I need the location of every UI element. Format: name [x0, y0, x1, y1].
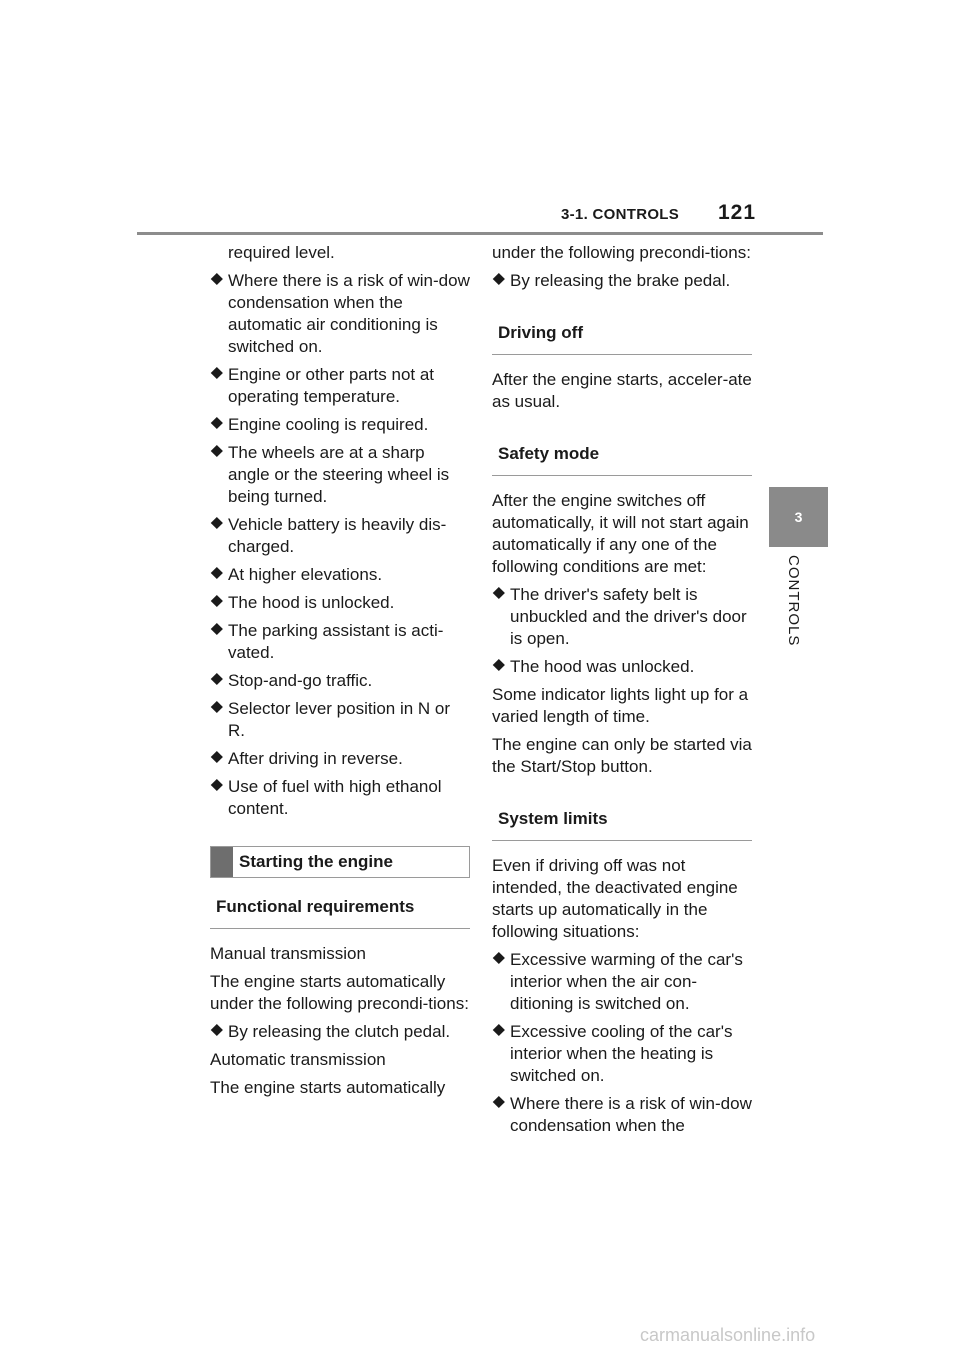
list-item: ⯁ The hood is unlocked.	[210, 593, 395, 612]
auto-label: Automatic transmission	[210, 1050, 386, 1069]
subheading-driving-off: Driving off	[492, 314, 752, 355]
indicator-text: Some indicator lights light up for a varied length of time.	[492, 685, 749, 726]
bullet-icon: ⯁	[492, 1022, 506, 1041]
bullet-icon: ⯁	[210, 515, 224, 534]
manual-text: The engine starts automatically under the following precondi-tions:	[210, 972, 469, 1013]
bullet-icon: ⯁	[492, 271, 506, 290]
bullet-icon: ⯁	[210, 565, 224, 584]
left-column	[210, 242, 470, 1105]
subheading-system-limits: System limits	[492, 800, 752, 841]
bullet-icon: ⯁	[210, 271, 224, 290]
page-number: 121	[718, 201, 757, 224]
bullet-icon: ⯁	[492, 950, 506, 969]
list-item: ⯁ Vehicle battery is heavily dis-charged.	[210, 515, 447, 556]
bullet-icon: ⯁	[210, 671, 224, 690]
list-item: ⯁ The wheels are at a sharp angle or the steering wheel is being turned.	[210, 443, 450, 506]
bullet-icon: ⯁	[210, 593, 224, 612]
bullet-icon: ⯁	[210, 621, 224, 640]
driving-text: After the engine starts, acceler-ate as usual.	[492, 370, 752, 411]
manual-label: Manual transmission	[210, 944, 366, 963]
chapter-tab-label: CONTROLS	[785, 555, 802, 647]
left-intro: required level.	[228, 243, 335, 262]
limits-text: Even if driving off was not intended, the deactivated engine starts up automatically in the following situations:	[492, 856, 738, 941]
list-item: ⯁ Stop-and-go traffic.	[210, 671, 373, 690]
right-column	[492, 242, 752, 1143]
safety-text: After the engine switches off automatically, it will not start again automatically if any one of the following conditions are met:	[492, 491, 749, 576]
bullet-icon: ⯁	[492, 1094, 506, 1113]
startstop-text: The engine can only be started via the Start/Stop button.	[492, 735, 752, 776]
list-item: ⯁ Use of fuel with high ethanol content.	[210, 777, 442, 818]
bullet-icon: ⯁	[210, 699, 224, 718]
subheading-functional-requirements: Functional requirements	[210, 878, 470, 929]
subheading-safety-mode: Safety mode	[492, 435, 752, 476]
list-item: ⯁ Where there is a risk of win-dow condensation when the	[492, 1094, 752, 1135]
list-item: ⯁ The parking assistant is acti-vated.	[210, 621, 444, 662]
right-intro: under the following precondi-tions:	[492, 243, 751, 262]
list-item: ⯁ Excessive warming of the car's interior when the air con-ditioning is switched on.	[492, 950, 743, 1013]
bullet-icon: ⯁	[210, 365, 224, 384]
bullet-icon: ⯁	[210, 443, 224, 462]
list-item: ⯁ The hood was unlocked.	[492, 657, 695, 676]
page-header-section: 3-1. CONTROLS	[561, 206, 680, 223]
bullet-icon: ⯁	[210, 749, 224, 768]
list-item: ⯁ By releasing the brake pedal.	[492, 271, 731, 290]
list-item: ⯁ Engine cooling is required.	[210, 415, 429, 434]
bullet-icon: ⯁	[210, 1022, 224, 1041]
section-heading-starting: Starting the engine	[210, 846, 470, 878]
bullet-icon: ⯁	[492, 585, 506, 604]
auto-text: The engine starts automatically	[210, 1078, 446, 1097]
list-item: ⯁ After driving in reverse.	[210, 749, 403, 768]
list-item: ⯁ Selector lever position in N or R.	[210, 699, 451, 740]
heading-bar	[211, 847, 233, 877]
list-item: ⯁ By releasing the clutch pedal.	[210, 1022, 451, 1041]
list-item: ⯁ The driver's safety belt is unbuckled and the driver's door is open.	[492, 585, 747, 648]
bullet-icon: ⯁	[210, 777, 224, 796]
bullet-icon: ⯁	[210, 415, 224, 434]
list-item: ⯁ Engine or other parts not at operating temperature.	[210, 365, 435, 406]
header-rule	[137, 232, 823, 235]
bullet-icon: ⯁	[492, 657, 506, 676]
list-item: ⯁ At higher elevations.	[210, 565, 383, 584]
chapter-tab[interactable]: 3	[769, 487, 828, 547]
watermark: carmanualsonline.info	[640, 1325, 816, 1345]
list-item: ⯁ Excessive cooling of the car's interior when the heating is switched on.	[492, 1022, 733, 1085]
list-item: ⯁ Where there is a risk of win-dow condensation when the automatic air conditioning is switched on.	[210, 271, 470, 356]
